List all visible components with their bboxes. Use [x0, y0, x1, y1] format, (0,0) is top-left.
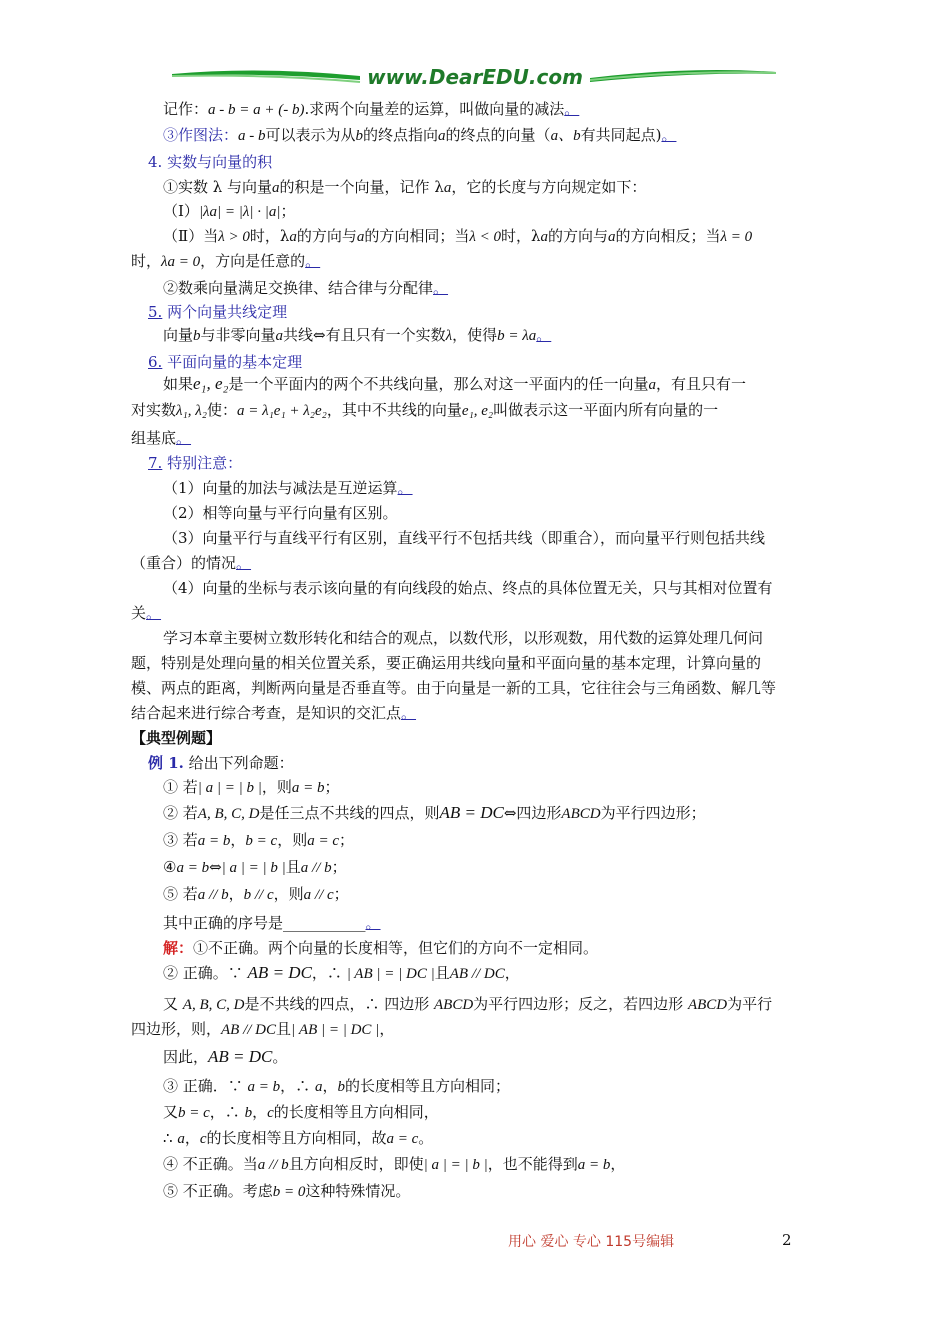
- summary-2: 题，特别是处理向量的相关位置关系，要正确运用共线向量和平面向量的基本定理，计算向量的: [131, 654, 762, 672]
- example-1-intro: 例 1. 给出下列命题：: [148, 754, 294, 772]
- line-rule-1: （Ⅰ）|λa| = |λ| · |a|；: [163, 202, 296, 220]
- proposition-4: ④a = b⇔| a | = | b |且a // b；: [163, 858, 347, 876]
- heading-5: 5. 两个向量共线定理: [148, 303, 288, 321]
- solution-8: ∴ a，c的长度相等且方向相同，故a = c。: [163, 1129, 434, 1147]
- note-3-cont: （重合）的情况。: [131, 554, 252, 572]
- proposition-1: ① 若| a | = | b |，则a = b；: [163, 778, 340, 796]
- line-collinear-theorem: 向量b与非零向量a共线⇔有且只有一个实数λ，使得b = λa。: [163, 326, 552, 344]
- solution-1: 解：①不正确。两个向量的长度相等，但它们的方向不一定相同。: [163, 939, 599, 957]
- heading-6: 6. 平面向量的基本定理: [148, 353, 303, 371]
- line-laws: ②数乘向量满足交换律、结合律与分配律。: [163, 279, 449, 297]
- solution-2: ② 正确。∵ AB = DC，∴ | AB | = | DC |且AB // DC，: [163, 963, 520, 982]
- line-rule-2: （Ⅱ）当λ > 0时，λa的方向与a的方向相同；当λ < 0时，λa的方向与a的方向相反；当λ = 0: [163, 227, 753, 245]
- line-rule-2-cont: 时，λa = 0，方向是任意的。: [131, 252, 321, 270]
- solution-4: 四边形，则，AB // DC且| AB | = | DC |，: [131, 1020, 395, 1038]
- summary-1: 学习本章主要树立数形转化和结合的观点，以数代形，以形观数，用代数的运算处理几何问: [163, 629, 764, 647]
- line-basis-theorem-1: 如果e₁, e₂是一个平面内的两个不共线向量，那么对这一平面内的任一向量a，有且只有一: [163, 374, 746, 393]
- proposition-5: ⑤ 若a // b，b // c，则a // c；: [163, 885, 349, 903]
- site-header-logo: [170, 64, 780, 94]
- solution-6: ③ 正确．∵ a = b，∴ a，b的长度相等且方向相同；: [163, 1077, 510, 1095]
- solution-10: ⑤ 不正确。考虑b = 0这种特殊情况。: [163, 1182, 411, 1200]
- proposition-2: ② 若A, B, C, D是任三点不共线的四点，则AB = DC⇔四边形ABCD为平行四边形；: [163, 803, 706, 822]
- note-1: （1）向量的加法与减法是互逆运算。: [163, 479, 413, 497]
- site-name: www.DearEDU.com: [367, 65, 583, 89]
- footer-slogan: 用心 爱心 专心 115号编辑: [508, 1234, 675, 1250]
- solution-3: 又 A, B, C, D是不共线的四点，∴ 四边形 ABCD为平行四边形；反之，若四边形 ABCD为平行: [163, 995, 773, 1013]
- solution-9: ④ 不正确。当a // b且方向相反时，即使| a | = | b |，也不能得到a = b，: [163, 1155, 626, 1173]
- line-scalar-product: ①实数 λ 与向量a的积是一个向量，记作 λa，它的长度与方向规定如下：: [163, 178, 647, 196]
- proposition-3: ③ 若a = b，b = c，则a = c；: [163, 831, 355, 849]
- note-3: （3）向量平行与直线平行有区别，直线平行不包括共线（即重合），而向量平行则包括共线: [163, 529, 766, 547]
- page-number: 2: [782, 1231, 792, 1249]
- section-examples-title: 【典型例题】: [131, 729, 222, 747]
- line-basis-theorem-3: 组基底。: [131, 429, 192, 447]
- note-4: （4）向量的坐标与表示该向量的有向线段的始点、终点的具体位置无关，只与其相对位置有: [163, 579, 773, 597]
- heading-7: 7. 特别注意：: [148, 454, 243, 472]
- heading-4: 4. 实数与向量的积: [148, 153, 273, 171]
- note-4-cont: 关。: [131, 604, 162, 622]
- line-subtraction-def: 记作：a - b = a + (- b).求两个向量差的运算，叫做向量的减法。: [163, 100, 580, 118]
- summary-4: 结合起来进行综合考查，是知识的交汇点。: [131, 704, 417, 722]
- solution-7: 又b = c，∴ b，c的长度相等且方向相同，: [163, 1103, 439, 1121]
- summary-3: 模、两点的距离，判断两向量是否垂直等。由于向量是一新的工具，它往往会与三角函数、解几等: [131, 679, 777, 697]
- line-basis-theorem-2: 对实数λ₁, λ₂使：a = λ₁e₁ + λ₂e₂，其中不共线的向量e₁, e₂叫做表示这一平面内所有向量的一: [131, 401, 719, 419]
- solution-5: 因此，AB = DC。: [163, 1047, 288, 1066]
- question-line: 其中正确的序号是___________。: [163, 914, 381, 932]
- line-drawing-method: ③作图法：a - b可以表示为从b的终点指向a的终点的向量（a、b有共同起点)。: [163, 126, 677, 144]
- note-2: （2）相等向量与平行向量有区别。: [163, 504, 398, 522]
